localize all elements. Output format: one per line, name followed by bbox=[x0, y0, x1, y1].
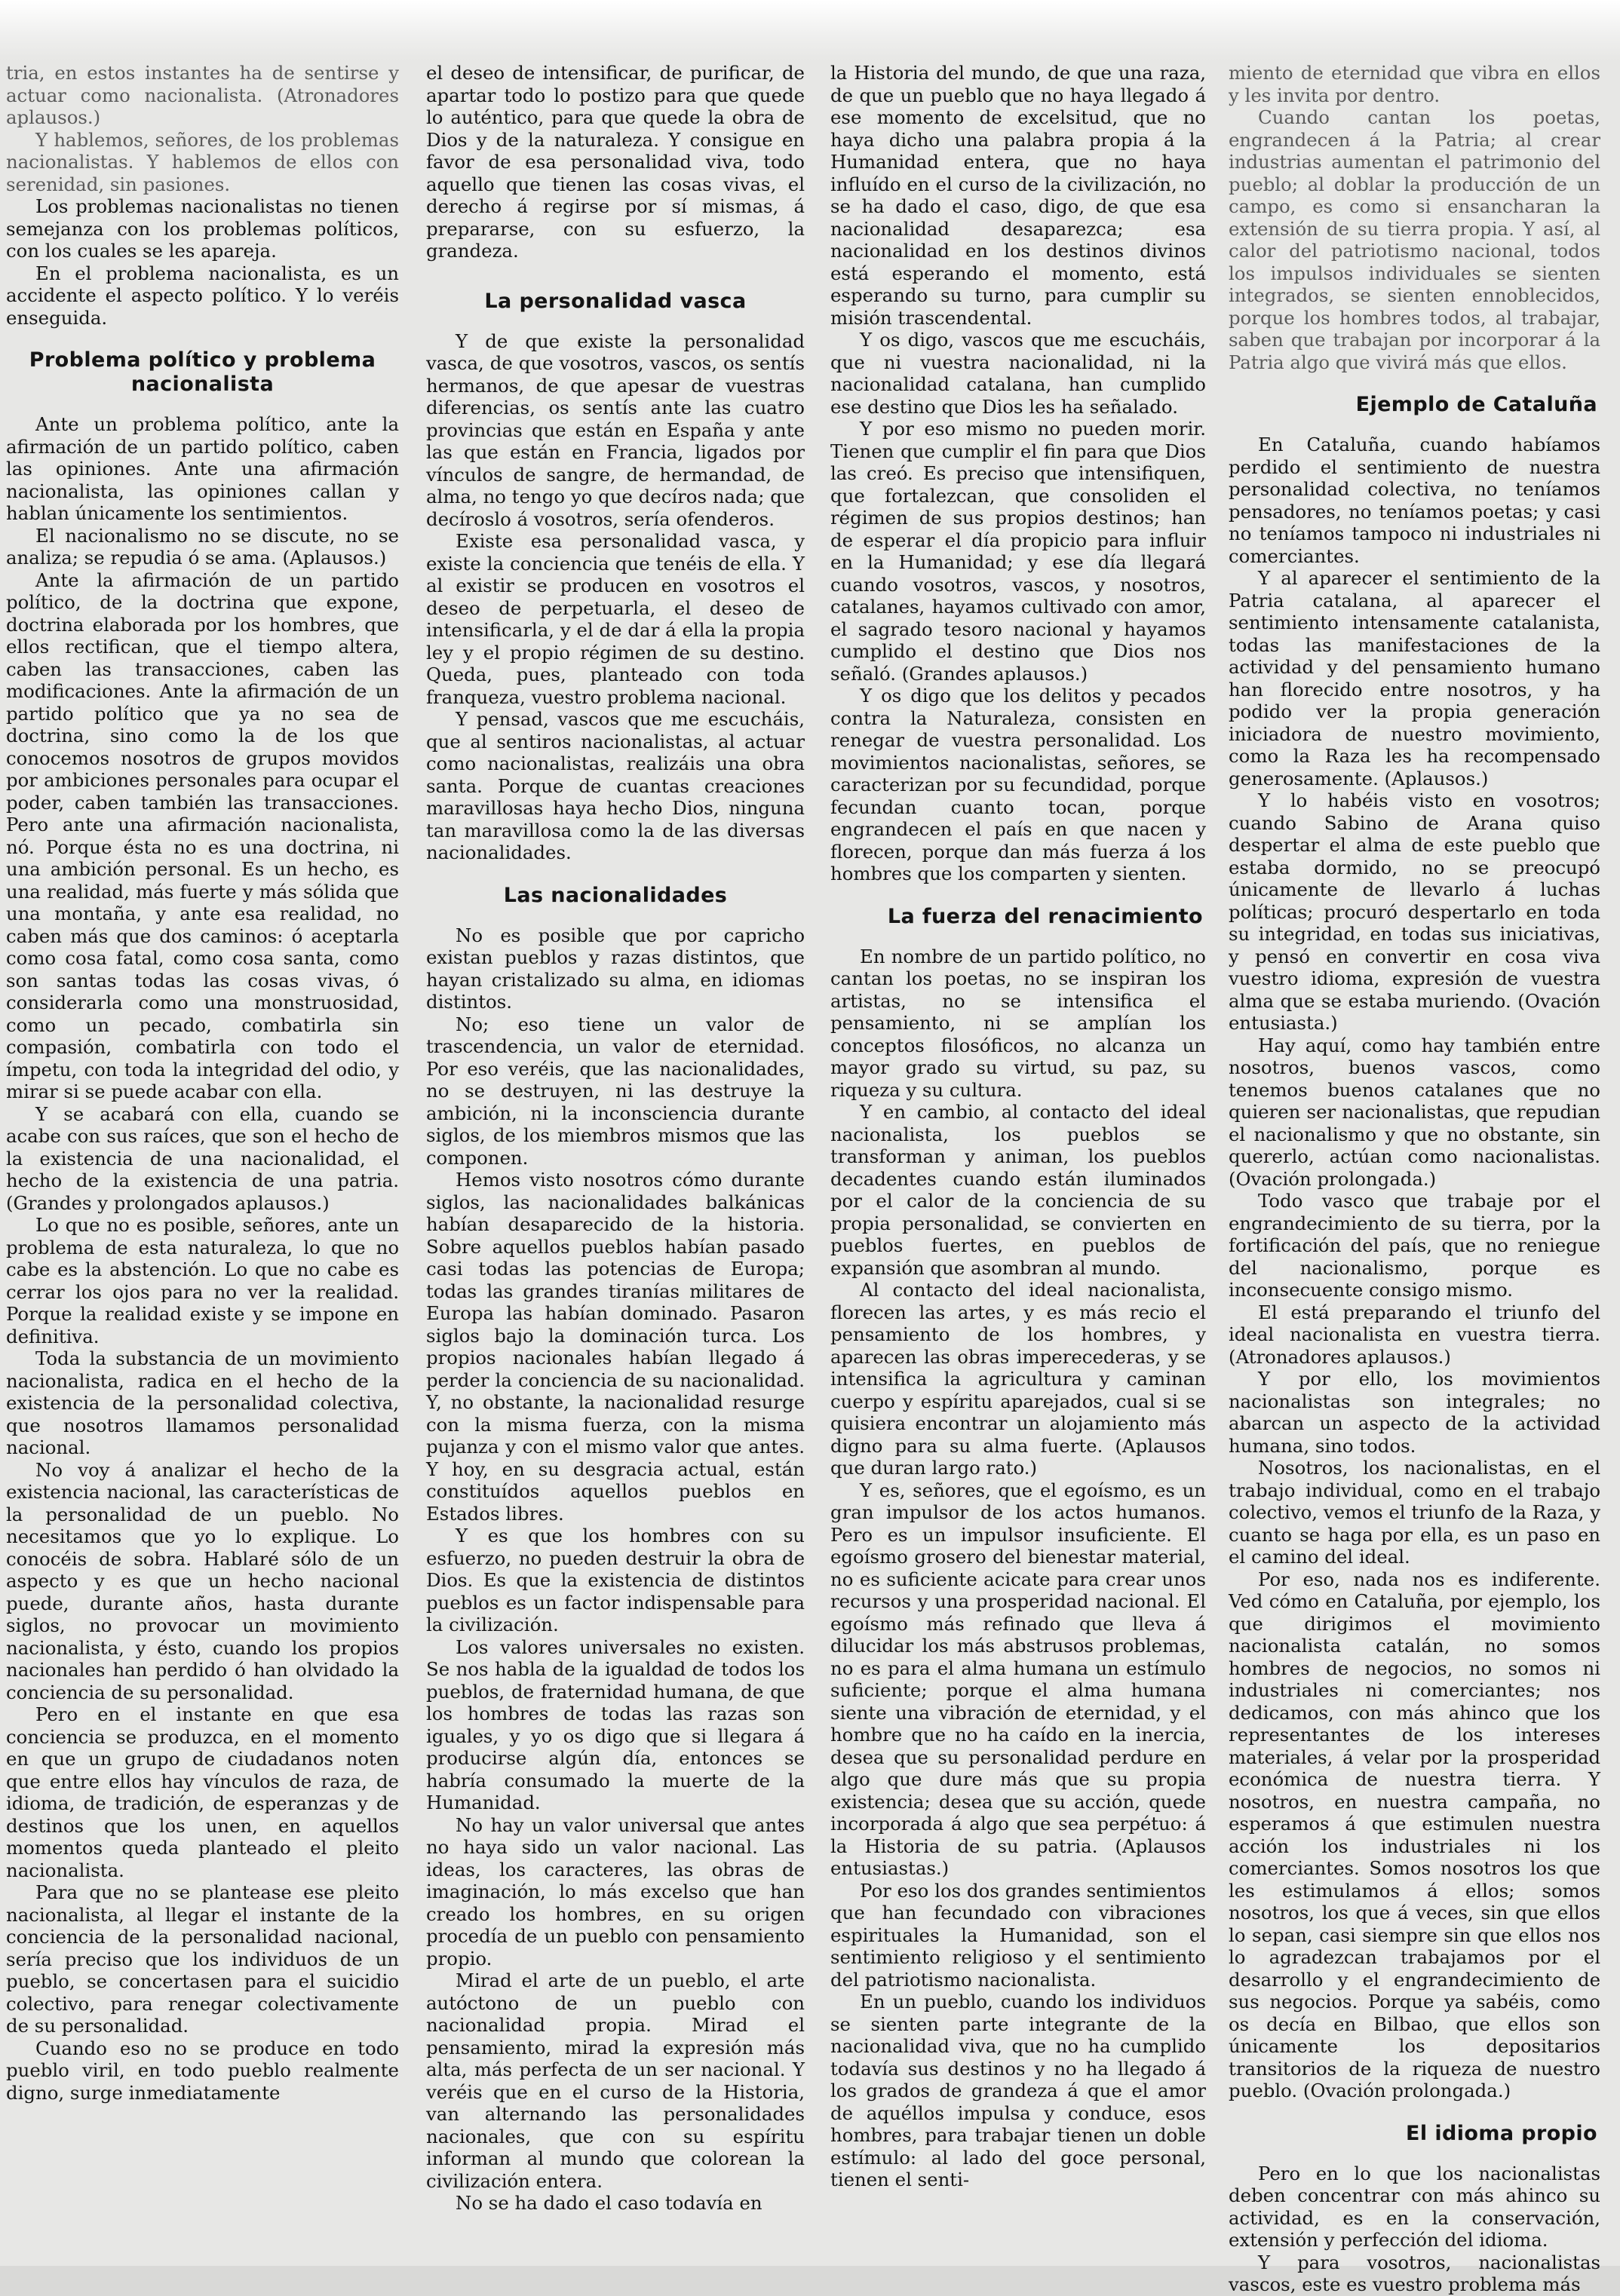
paragraph: Para que no se plantease ese pleito nacionalista, al llegar el instante de la conciencia de la personalidad nacional, sería preciso que los individuos de un pueblo, se concertasen para el suicidio colectivo, para renegar colectivamente de su personalidad. bbox=[6, 1881, 399, 2037]
paragraph: Todo vasco que trabaje por el engrandecimiento de su tierra, por la fortificación del país, que no reniegue del nacionalismo, porque es inconsecuente consigo mismo. bbox=[1229, 1190, 1600, 1301]
paragraph: Y por ello, los movimientos nacionalistas son integrales; no abarcan un aspecto de la actividad humana, sino todos. bbox=[1229, 1368, 1600, 1457]
section-heading: Ejemplo de Cataluña bbox=[1355, 393, 1597, 416]
paragraph: Pero en lo que los nacionalistas deben concentrar con más ahinco su actividad, es en la conservación, extensión y perfección del idioma. bbox=[1229, 2162, 1600, 2251]
paragraph: Cuando cantan los poetas, engrandecen á la Patria; al crear industrias aumentan el patrimonio del pueblo; al doblar la producción de un campo, es como si ensancharan la extensión de su tierra propia. Y así, al calor del patriotismo nacional, todos los impulsos individuales se sienten integrados, se sienten ennoblecidos, porque los hombres todos, al trabajar, saben que trabajan por incorporar á la Patria algo que vivirá más que ellos. bbox=[1229, 106, 1600, 373]
paragraph: Nosotros, los nacionalistas, en el trabajo individual, como en el trabajo colectivo, vemos el triunfo de la Raza, y cuanto se haga por ella, es un paso en el camino del ideal. bbox=[1229, 1457, 1600, 1568]
paragraph: Hay aquí, como hay también entre nosotros, buenos vascos, como tenemos buenos catalanes que no quieren ser nacionalistas, que repudian el nacionalismo y que no obstante, sin quererlo, actúan como nacionalistas. (Ovación prolongada.) bbox=[1229, 1034, 1600, 1190]
section-heading: Las nacionalidades bbox=[503, 883, 728, 907]
section-heading: Problema político y problema nacionalista bbox=[29, 348, 376, 396]
section-heading: El idioma propio bbox=[1406, 2121, 1597, 2145]
paragraph: Los problemas nacionalistas no tienen semejanza con los problemas políticos, con los cuales se les apareja. bbox=[6, 195, 399, 262]
paragraph: Los valores universales no existen. Se nos habla de la igualdad de todos los pueblos, de fraternidad humana, de que los hombres de todas las razas son iguales, y yo os digo que si llegara á producirse algún día, entonces se habría consumado la muerte de la Humanidad. bbox=[426, 1635, 805, 1813]
paragraph: No voy á analizar el hecho de la existencia nacional, las características de la personalidad de un pueblo. No necesitamos que yo lo explique. Lo conocéis de sobra. Hablaré sólo de un aspecto y es que un hecho nacional puede, durante años, hasta durante siglos, no provocar un movimiento nacionalista, y ésto, cuando los propios nacionales han perdido ó han olvidado la conciencia de su personalidad. bbox=[6, 1458, 399, 1703]
paragraph: El está preparando el triunfo del ideal nacionalista en vuestra tierra. (Atronadores aplausos.) bbox=[1229, 1301, 1600, 1368]
paragraph: miento de eternidad que vibra en ellos y les invita por dentro. bbox=[1229, 62, 1600, 106]
paragraph: Y por eso mismo no pueden morir. Tienen que cumplir el fin para que Dios las creó. Es preciso que intensifiquen, que fortalezcan, que consoliden el régimen de sus propios destinos; han de esperar el día propicio para influir en la Humanidad; y ese día llegará cuando vosotros, vascos, y nosotros, catalanes, hayamos cultivado con amor, el sagrado tesoro nacional y hayamos cumplido el destino que Dios nos señaló. (Grandes aplausos.) bbox=[830, 418, 1206, 685]
paragraph: Por eso los dos grandes sentimientos que han fecundado con vibraciones espirituales la Humanidad, son el sentimiento religioso y el sentimiento del patriotismo nacionalista. bbox=[830, 1879, 1206, 1991]
paragraph: Existe esa personalidad vasca, y existe la conciencia que tenéis de ella. Y al existir se producen en vosotros el deseo de perpetuarla, el deseo de intensificarla, y el de dar á ella la propia ley y el propio régimen de su destino. Queda, pues, planteado con toda franqueza, vuestro problema nacional. bbox=[426, 530, 805, 708]
paragraph: Y para vosotros, nacionalistas vascos, este es vuestro problema más bbox=[1229, 2251, 1600, 2295]
article-columns bbox=[6, 62, 1612, 2295]
paragraph: No hay un valor universal que antes no haya sido un valor nacional. Las ideas, los caracteres, las obras de imaginación, lo más excelso que han creado los hombres, en su origen procedía de un pueblo con pensamiento propio. bbox=[426, 1813, 805, 1970]
column-2 bbox=[413, 62, 811, 2296]
paragraph: En nombre de un partido político, no cantan los poetas, no se inspiran los artistas, no se intensifica el pensamiento, ni se amplían los conceptos filosóficos, no alcanza un mayor grado su virtud, su paz, su riqueza y su cultura. bbox=[830, 945, 1206, 1101]
paragraph: Mirad el arte de un pueblo, el arte autóctono de un pueblo con nacionalidad propia. Mirad el pensamiento, mirad la expresión más alta, más perfecta de un ser nacional. Y veréis que en el curso de la Historia, van alternando las personalidades nacionales, que con su espíritu informan al mundo que colorean la civilización entera. bbox=[426, 1970, 805, 2192]
paragraph: Por eso, nada nos es indiferente. Ved cómo en Cataluña, por ejemplo, los que dirigimos el movimiento nacionalista catalán, no somos hombres de negocios, no somos ni industriales ni comerciantes; nos dedicamos, con más ahinco que los representantes de los intereses materiales, á velar por la prosperidad económica de nuestra tierra. Y nosotros, en nuestra campaña, no esperamos á que estimulen nuestra acción los industriales ni los comerciantes. Somos nosotros los que les estimulamos á ellos; somos nosotros, los que á veces, sin que ellos lo sepan, casi siempre sin que ellos nos lo agradezcan trabajamos por el desarrollo y el engrandecimiento de sus negocios. Porque ya sabéis, como os decía en Bilbao, que ellos son únicamente los depositarios transitorios de la riqueza de nuestro pueblo. (Ovación prolongada.) bbox=[1229, 1568, 1600, 2101]
paragraph: En un pueblo, cuando los individuos se sienten parte integrante de la nacionalidad viva, que no ha cumplido todavía sus destinos y no ha llegado á los grados de grandeza á que el amor de aquéllos impulsa y conduce, esos hombres, para trabajar tienen un doble estímulo: al lado del goce personal, tienen el senti- bbox=[830, 1991, 1206, 2190]
paragraph: No es posible que por capricho existan pueblos y razas distintos, que hayan cristalizado su alma, en idiomas distintos. bbox=[426, 924, 805, 1013]
column-3 bbox=[814, 62, 1212, 2296]
paragraph: Ante la afirmación de un partido político, de la doctrina que expone, doctrina elaborada por los hombres, que ellos rectifican, que el tiempo altera, caben las transacciones, caben las modificaciones. Ante la afirmación de un partido político que ya no sea de doctrina, sino como la de los que conocemos nosotros de grupos movidos por ambiciones personales para ocupar el poder, caben también las transacciones. Pero ante una afirmación nacionalista, nó. Porque ésta no es una doctrina, ni una ambición personal. Es un hecho, es una realidad, más fuerte y más sólida que una montaña, y ante esa realidad, no caben más que dos caminos: ó aceptarla como cosa fatal, como cosa santa, como son santas todas las cosas vivas, ó considerarla como una monstruosidad, como un pecado, combatirla sin compasión, combatirla con todo el ímpetu, con toda la integridad del odio, y mirar si se puede acabar con ella. bbox=[6, 569, 399, 1102]
paragraph: Y lo habéis visto en vosotros; cuando Sabino de Arana quiso despertar el alma de este pueblo que estaba dormido, no se preocupó únicamente de llevarlo á luchas políticas; procuró despertarlo en toda su integridad, en todas sus iniciativas, y pensó en convertir en cosa viva vuestro idioma, expresión de vuestra alma que se estaba muriendo. (Ovación entusiasta.) bbox=[1229, 789, 1600, 1034]
paragraph: Y pensad, vascos que me escucháis, que al sentiros nacionalistas, al actuar como nacionalistas, realizáis una obra santa. Porque de cuantas creaciones maravillosas haya hecho Dios, ninguna tan maravillosa como la de las diversas nacionalidades. bbox=[426, 708, 805, 863]
paragraph: Y en cambio, al contacto del ideal nacionalista, los pueblos se transforman y animan, los pueblos decadentes cuando están iluminados por el calor de la conciencia de su propia personalidad, se convierten en pueblos fuertes, en pueblos de expansión que asombran al mundo. bbox=[830, 1101, 1206, 1279]
paragraph: No se ha dado el caso todavía en bbox=[456, 2192, 762, 2214]
page-top-margin bbox=[0, 0, 1620, 60]
paragraph: Al contacto del ideal nacionalista, florecen las artes, y es más recio el pensamiento de los hombres, y aparecen las obras imperecederas, y se intensifica la agricultura y caminan cuerpo y espíritu aparejados, cual si se quisiera encontrar un alojamiento más digno para su alma fuerte. (Aplausos que duran largo rato.) bbox=[830, 1279, 1206, 1479]
paragraph: el deseo de intensificar, de purificar, de apartar todo lo postizo para que quede lo auténtico, para que quede la obra de Dios y de la naturaleza. Y consigue en favor de esa personalidad viva, todo aquello que tienen las cosas vivas, el derecho á regirse por sí mismas, á prepararse, con su esfuerzo, la grandeza. bbox=[426, 62, 805, 262]
paragraph: la Historia del mundo, de que una raza, de que un pueblo que no haya llegado á ese momento de excelsitud, que no haya dicho una palabra propia á la Humanidad entera, que no haya influído en el curso de la civilización, no se ha dado el caso, digo, de que esa nacionalidad desaparezca; esa nacionalidad en los destinos divinos está esperando el momento, está esperando su turno, para cumplir su misión trascendental. bbox=[830, 62, 1206, 329]
paragraph: En Cataluña, cuando habíamos perdido el sentimiento de nuestra personalidad colectiva, no teníamos pensadores, no teníamos poetas; y casi no teníamos tampoco ni industriales ni comerciantes. bbox=[1229, 434, 1600, 567]
column-1 bbox=[6, 62, 410, 2296]
paragraph: Y os digo, vascos que me escucháis, que ni vuestra nacionalidad, ni la nacionalidad catalana, han cumplido ese destino que Dios les ha señalado. bbox=[830, 329, 1206, 418]
paragraph: Lo que no es posible, señores, ante un problema de esta naturaleza, lo que no cabe es la abstención. Lo que no cabe es cerrar los ojos para no ver la realidad. Porque la realidad existe y se impone en definitiva. bbox=[6, 1214, 399, 1347]
column-4 bbox=[1215, 62, 1611, 2296]
section-heading: La personalidad vasca bbox=[484, 289, 747, 313]
paragraph: El nacionalismo no se discute, no se analiza; se repudia ó se ama. (Aplausos.) bbox=[6, 524, 399, 569]
paragraph: Cuando eso no se produce en todo pueblo viril, en todo pueblo realmente digno, surge inmediatamente bbox=[6, 2037, 399, 2104]
paragraph: No; eso tiene un valor de trascendencia, un valor de eternidad. Por eso veréis, que las nacionalidades, no se destruyen, ni las destruye la ambición, ni la inconsciencia durante siglos, de los miembros mismos que las componen. bbox=[426, 1013, 805, 1169]
paragraph: Y es, señores, que el egoísmo, es un gran impulsor de los actos humanos. Pero es un impulsor insuficiente. El egoísmo grosero del bienestar material, no es suficiente acicate para crear unos recursos y una prosperidad nacional. El egoísmo más refinado que lleva á dilucidar los más abstrusos problemas, no es para el alma humana un estímulo suficiente; porque el alma humana siente una vibración de eternidad, y el hombre que no ha caído en la inercia, desea que su personalidad perdure en algo que dure más que su propia existencia; desea que su acción, quede incorporada á algo que sea perpétuo: á la Historia de su patria. (Aplausos entusiastas.) bbox=[830, 1479, 1206, 1879]
paragraph: Hemos visto nosotros cómo durante siglos, las nacionalidades balkánicas habían desaparecido de la historia. Sobre aquellos pueblos habían pasado casi todas las potencias de Europa; todas las grandes tiranías militares de Europa las habían dominado. Pasaron siglos bajo la dominación turca. Los propios nacionales habían llegado á perder la conciencia de su nacionalidad. Y, no obstante, la nacionalidad resurge con la misma fuerza, con la misma pujanza y con el mismo valor que antes. Y hoy, en su desgracia actual, están constituídos aquellos pueblos en Estados libres. bbox=[426, 1169, 805, 1525]
paragraph: tria, en estos instantes ha de sentirse y actuar como nacionalista. (Atronadores aplausos.) bbox=[6, 62, 399, 128]
paragraph: Y os digo que los delitos y pecados contra la Naturaleza, consisten en renegar de vuestra personalidad. Los movimientos nacionalistas, señores, se caracterizan por su fecundidad, porque fecundan cuanto tocan, porque engrandecen el país en que nacen y florecen, porque dan más fuerza á los hombres que los comparten y sienten. bbox=[830, 685, 1206, 884]
paragraph: Pero en el instante en que esa conciencia se produzca, en el momento en que un grupo de ciudadanos noten que entre ellos hay vínculos de raza, de idioma, de tradición, de esperanzas y de destinos que los unen, en aquellos momentos queda planteado el pleito nacionalista. bbox=[6, 1703, 399, 1881]
paragraph: Toda la substancia de un movimiento nacionalista, radica en el hecho de la existencia de la personalidad colectiva, que nosotros llamamos personalidad nacional. bbox=[6, 1347, 399, 1458]
paragraph: Y es que los hombres con su esfuerzo, no pueden destruir la obra de Dios. Es que la existencia de distintos pueblos es un factor indispensable para la civilización. bbox=[426, 1525, 805, 1635]
paragraph: En el problema nacionalista, es un accidente el aspecto político. Y lo veréis enseguida. bbox=[6, 262, 399, 329]
paragraph: Y hablemos, señores, de los problemas nacionalistas. Y hablemos de ellos con serenidad, sin pasiones. bbox=[6, 128, 399, 195]
paragraph: Ante un problema político, ante la afirmación de un partido político, caben las opiniones. Ante una afirmación nacionalista, las opiniones callan y hablan únicamente los sentimientos. bbox=[6, 413, 399, 524]
paragraph: Y se acabará con ella, cuando se acabe con sus raíces, que son el hecho de la existencia de una nacionalidad, el hecho de la existencia de una patria. (Grandes y prolongados aplausos.) bbox=[6, 1102, 399, 1214]
paragraph: Y de que existe la personalidad vasca, de que vosotros, vascos, os sentís hermanos, de que apesar de vuestras diferencias, os sentís ante las cuatro provincias que están en España y ante las que están en Francia, ligados por vínculos de sangre, de hermandad, de alma, no tengo yo que decíros nada; que decíroslo á vosotros, sería ofenderos. bbox=[426, 330, 805, 530]
paragraph: Y al aparecer el sentimiento de la Patria catalana, al aparecer el sentimiento intensamente catalanista, todas las manifestaciones de la actividad y del pensamiento humano han florecido entre nosotros, y ha podido ver la propia generación iniciadora de nuestro movimiento, como la Raza les ha recompensado generosamente. (Aplausos.) bbox=[1229, 567, 1600, 789]
section-heading: La fuerza del renacimiento bbox=[887, 904, 1203, 928]
